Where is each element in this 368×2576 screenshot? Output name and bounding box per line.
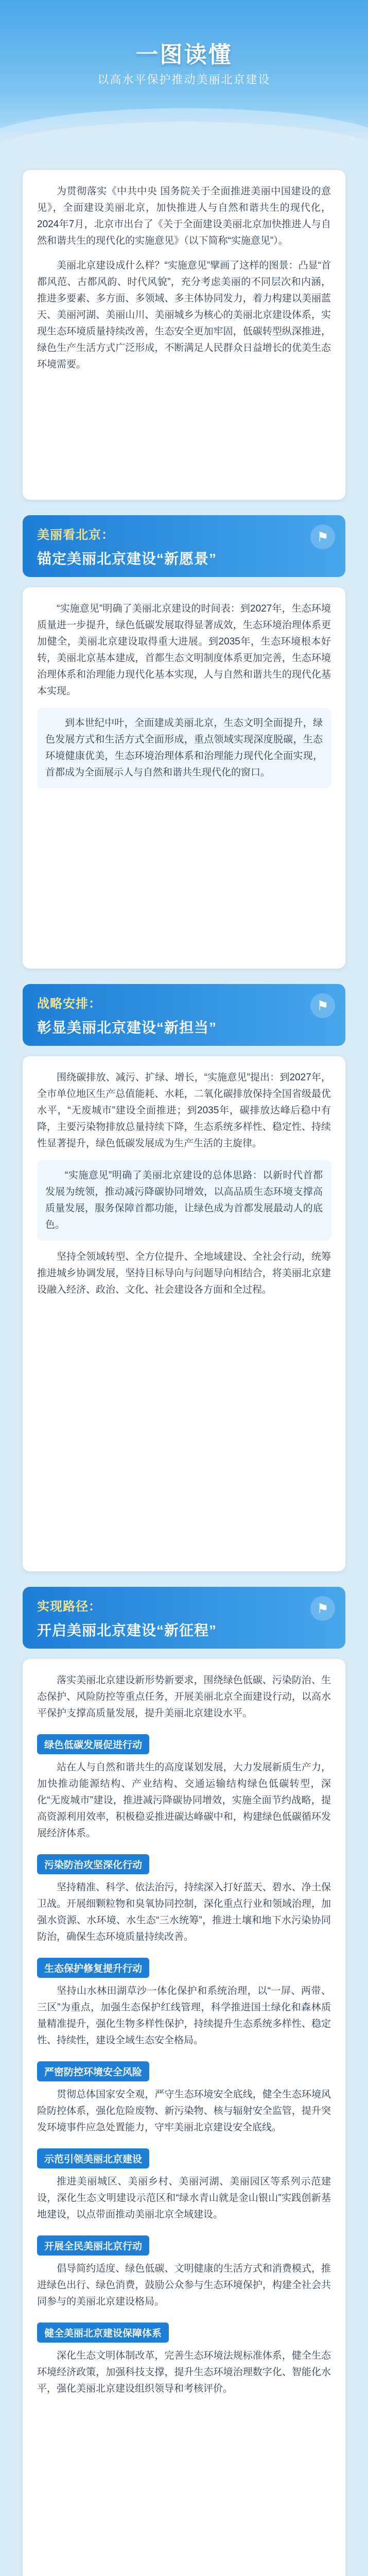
- section-title: 锚定美丽北京建设“新愿景”: [37, 551, 217, 567]
- action-heading: 开展全民美丽北京行动: [37, 2235, 149, 2256]
- section-paragraph: “实施意见”明确了美丽北京建设的总体思路：以新时代首都发展为统领，推动减污降碳协同增效，以高品质生态环境支撑高质量发展，服务保障首都功能，让绿色成为首都发展最动人的底色。: [37, 1160, 331, 1241]
- action-item: [37, 2232, 331, 2310]
- action-item: [37, 2058, 331, 2136]
- action-heading: 污染防治攻坚深化行动: [37, 1854, 149, 1874]
- flag-icon: ⚑: [310, 993, 335, 1018]
- action-item: [37, 2145, 331, 2223]
- section-card-strategy: [23, 1056, 345, 1571]
- action-text: 站在人与自然和谐共生的高度谋划发展，大力发展新质生产力，加快推动能源结构、产业结构、交通运输结构绿色低碳转型，深化“无废城市”建设，推进减污降碳协同增效，实施全面节约战略，提高资源利用效率，积极稳妥推进碳达峰碳中和，构建绿色低碳循环发展经济体系。: [37, 1762, 331, 1839]
- hero-banner: [0, 0, 368, 166]
- section-header-path: [23, 1587, 345, 1649]
- action-heading: 绿色低碳发展促进行动: [37, 1734, 149, 1754]
- action-text: 深化生态文明体制改革，完善生态环境法规标准体系，健全生态环境经济政策，加强科技支撑，提升生态环境治理数字化、智能化水平，强化美丽北京建设组织领导和考核评价。: [37, 2350, 331, 2394]
- section-label: 实现路径：: [37, 1600, 101, 1614]
- action-item: [37, 1955, 331, 2049]
- action-text: 倡导简约适度、绿色低碳、文明健康的生活方式和消费模式，推进绿色出行、绿色消费，鼓励公众参与生态环境保护，构建全社会共同参与的美丽北京建设格局。: [37, 2263, 331, 2307]
- section-paragraph: 坚持全领域转型、全方位提升、全地域建设、全社会行动，统筹推进城乡协调发展，坚持目标导向与问题导向相结合，将美丽北京建设融入经济、政治、文化、社会建设各方面和全过程。: [37, 1251, 331, 1295]
- action-heading: 健全美丽北京建设保障体系: [37, 2323, 169, 2343]
- section-header-strategy: [23, 984, 345, 1046]
- section-paragraph: “实施意见”明确了美丽北京建设的时间表：到2027年，生态环境质量进一步提升，绿色低碳发展取得显著成效，生态环境治理体系更加健全，美丽北京建设取得重大进展。到2035年，生态环境根本好转，美丽北京基本建成，首都生态文明制度体系更加完善，生态环境治理体系和治理能力现代化基本实现，人与自然和谐共生的现代化基本实现。: [37, 603, 331, 697]
- section-card-path: [23, 1659, 345, 2576]
- section-label: 战略安排：: [37, 997, 101, 1011]
- section-title: 开启美丽北京建设“新征程”: [37, 1622, 217, 1638]
- action-text: 推进美丽城区、美丽乡村、美丽河湖、美丽园区等系列示范建设，深化生态文明建设示范区和“绿水青山就是金山银山”实践创新基地建设，以点带面推动美丽北京全域建设。: [37, 2176, 331, 2220]
- section-lead: 落实美丽北京建设新形势新要求，围绕绿色低碳、污染防治、生态保护、风险防控等重点任务，开展美丽北京全面建设行动，以高水平保护支撑高质量发展，提升美丽北京建设水平。: [37, 1675, 331, 1719]
- page-subtitle: 以高水平保护推动美丽北京建设: [97, 73, 271, 86]
- action-text: 坚持山水林田湖草沙一体化保护和系统治理，以“一屏、两带、三区”为重点，加强生态保护红线管理，科学推进国土绿化和森林质量精准提升，强化生物多样性保护，持续提升生态系统多样性、稳定性、持续性，建设全域生态安全格局。: [37, 1986, 331, 2046]
- action-item: [37, 1731, 331, 1842]
- intro-paragraph: 为贯彻落实《中共中央 国务院关于全面推进美丽中国建设的意见》，全面建设美丽北京，加快推进人与自然和谐共生的现代化，2024年7月，北京市出台了《关于全面建设美丽北京加快推进人与自然和谐共生的现代化的实施意见》（以下简称“实施意见”）。: [37, 186, 331, 246]
- action-item: [37, 1851, 331, 1945]
- flag-icon: ⚑: [310, 524, 335, 549]
- action-heading: 生态保护修复提升行动: [37, 1958, 149, 1978]
- section-paragraph: 围绕碳排放、减污、扩绿、增长，“实施意见”提出：到2027年，全市单位地区生产总值能耗、水耗，二氧化碳排放保持全国省级最优水平，“无废城市”建设全面推进；到2035年，碳排放达峰后稳中有降，主要污染物排放总量持续下降，生态系统多样性、稳定性、持续性显著提升，绿色低碳发展成为生产生活的主旋律。: [37, 1072, 331, 1149]
- section-header-vision: [23, 515, 345, 577]
- intro-card: [23, 170, 345, 500]
- action-text: 贯彻总体国家安全观，严守生态环境安全底线，健全生态环境风险防控体系，强化危险废物、新污染物、核与辐射安全监管，提升突发环境事件应急处置能力，守牢美丽北京建设安全底线。: [37, 2089, 331, 2133]
- intro-paragraph: 美丽北京建设成什么样？“实施意见”擘画了这样的图景：凸显“首都风范、古都风韵、时代风貌”，充分考虑美丽的不同层次和内涵，推进多要素、多方面、多领域、多主体协同发力，着力构建以美丽蓝天、美丽河湖、美丽山川、美丽城乡为核心的美丽北京建设体系，实现生态环境质量持续改善，生态安全更加牢固，低碳转型纵深推进，绿色生产生活方式广泛形成，不断满足人民群众日益增长的优美生态环境需要。: [37, 260, 331, 370]
- action-item: [37, 2319, 331, 2397]
- action-text: 坚持精准、科学、依法治污，持续深入打好蓝天、碧水、净土保卫战。开展细颗粒物和臭氧协同控制，深化重点行业和领域治理，加强水资源、水环境、水生态“三水统筹”，推进土壤和地下水污染协同防治，确保生态环境质量持续改善。: [37, 1882, 331, 1942]
- section-paragraph: 到本世纪中叶，全面建成美丽北京，生态文明全面提升，绿色发展方式和生活方式全面形成，重点领域实现深度脱碳，生态环境健康优美，生态环境治理体系和治理能力现代化全面实现，首都成为全面展示人与自然和谐共生现代化的窗口。: [37, 708, 331, 788]
- action-heading: 示范引领美丽北京建设: [37, 2148, 149, 2168]
- section-title: 彰显美丽北京建设“新担当”: [37, 1020, 217, 1036]
- flag-icon: ⚑: [310, 1596, 335, 1621]
- section-card-vision: [23, 587, 345, 969]
- section-label: 美丽看北京：: [37, 528, 114, 542]
- action-heading: 严密防控环境安全风险: [37, 2061, 149, 2081]
- page-title: 一图读懂: [135, 42, 233, 67]
